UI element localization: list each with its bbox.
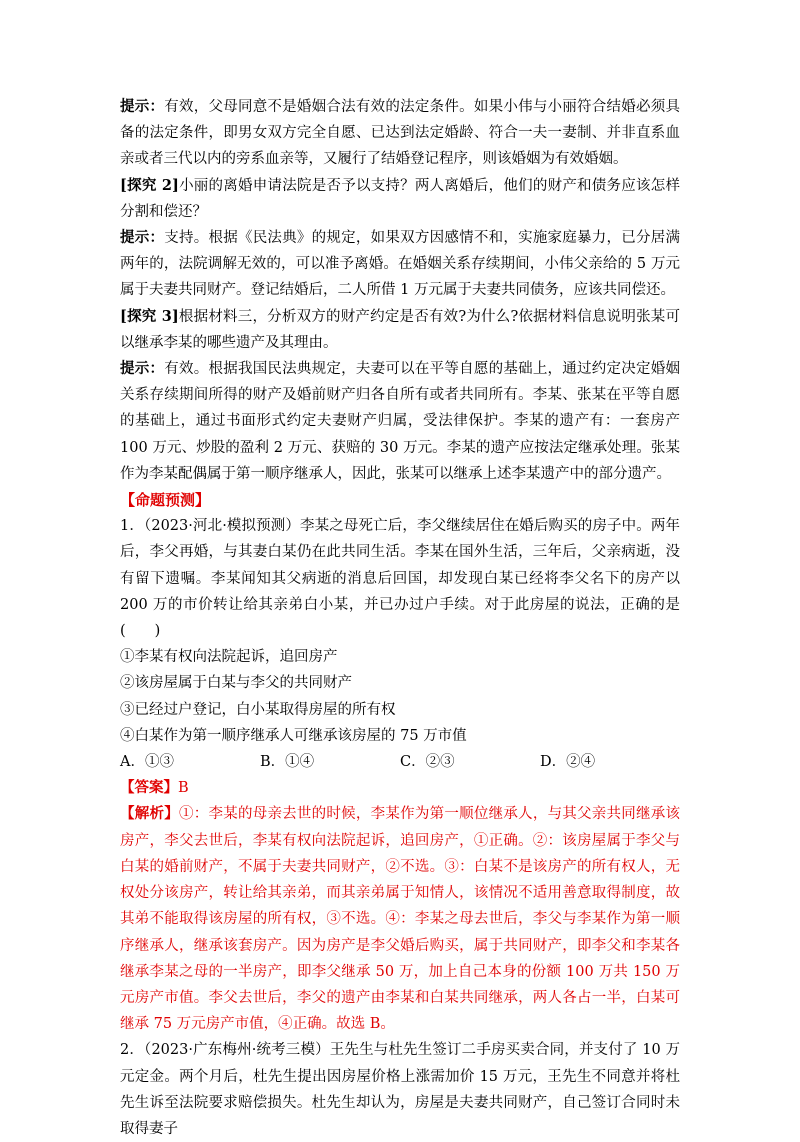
hint-label: 提示： xyxy=(120,360,165,378)
tansuo2-question xyxy=(120,173,680,225)
q2-number: 2． xyxy=(120,1042,145,1059)
option-c: C．②③ xyxy=(400,754,455,771)
option-d: D．②④ xyxy=(540,754,596,771)
analysis-text: ①：李某的母亲去世的时候，李某作为第一顺位继承人，与其父亲共同继承该房产，李父去世后，李某有权向法院起诉，追回房产，①正确。②：该房屋属于李父与白某的婚前财产，不属于夫妻共同财产，②不选。③：白某不是该房产的所有权人，无权处分该房产，转让给其亲弟，而其亲弟属于知情人，该情况不适用善意取得制度，故其弟不能取得该房屋的所有权，③不选。④：李某之母去世后，李父与李某作为第一顺序继承人，继承该套房产。因为房产是李父婚后购买，属于共同财产，即李父和李某各继承李某之母的一半房产，即李父继承 50 万，加上自己本身的份额 100 万共 150 万元房产市值。李父去世后，李父的遗产由李某和白某共同继承，两人各占一半，白某可继承 75 万元房产市值，④正确。故选 B。 xyxy=(120,806,681,1033)
q1-options xyxy=(120,749,680,775)
answer-value: B xyxy=(178,780,189,797)
q2-stem xyxy=(120,1037,680,1142)
tansuo2-hint xyxy=(120,225,680,304)
hint-label: 提示： xyxy=(120,98,165,115)
tansuo3-hint xyxy=(120,356,680,487)
tansuo1-hint xyxy=(120,94,680,173)
hint-text: 有效，父母同意不是婚姻合法有效的法定条件。如果小伟与小丽符合结婚必须具备的法定条件，即男女双方完全自愿、已达到法定婚龄、符合一夫一妻制、并非直系血亲或者三代以内的旁系血亲等，又履行了结婚登记程序，则该婚姻为有效婚姻。 xyxy=(120,99,681,168)
question-text: 根据材料三，分析双方的财产约定是否有效?为什么?依据材料信息说明张某可以继承李某的哪些遗产及其理由。 xyxy=(120,308,681,351)
tansuo3-question xyxy=(120,304,680,356)
q1-item: ②该房屋属于白某与李父的共同财产 xyxy=(120,675,352,692)
q1-answer xyxy=(120,775,680,801)
q2-source: （2023·广东梅州·统考三模） xyxy=(144,1042,330,1059)
document-page xyxy=(120,94,680,1142)
tansuo2-label: [探究 2] xyxy=(120,176,179,194)
question-text: 小丽的离婚申请法院是否予以支持？两人离婚后，他们的财产和债务应该怎样分割和偿还？ xyxy=(120,177,681,220)
q1-stem-text: 李某之母死亡后，李父继续居住在婚后购买的房子中。两年后，李父再婚，与其妻白某仍在此共同生活。李某在国外生活，三年后，父亲病逝，没有留下遗嘱。李某闻知其父病逝的消息后回国，却发现白某已经将李父名下的房产以 200 万的市价转让给其亲弟白小某，并已办过户手续。对于此房屋的说法，正确的是( ) xyxy=(120,518,680,640)
analysis-label: 【解析】 xyxy=(120,805,179,823)
q1-number: 1． xyxy=(120,518,144,535)
section-heading: 【命题预测】 xyxy=(120,491,211,510)
hint-text: 有效。根据我国民法典规定，夫妻可以在平等自愿的基础上，通过约定决定婚姻关系存续期间所得的财产及婚前财产归各自所有或者共同所有。李某、张某在平等自愿的基础上，通过书面形式约定夫妻财产归属，受法律保护。李某的遗产有：一套房产 100 万元、炒股的盈利 2 万元、获赔的 30 万元。李某的遗产应按法定继承处理。张某作为李某配偶属于第一顺序继承人，因此，张某可以继承上述李某遗产中的部分遗产。 xyxy=(120,361,681,482)
option-a: A．①③ xyxy=(120,754,174,771)
q1-source: （2023·河北·模拟预测） xyxy=(143,518,301,535)
q1-stem xyxy=(120,513,680,644)
q2-stem-text: 王先生与杜先生签订二手房买卖合同，并支付了 10 万元定金。两个月后，杜先生提出因房屋价格上涨需加价 15 万元，王先生不同意并将杜先生诉至法院要求赔偿损失。杜先生却认为，房屋是夫妻共同财产，自己签订合同时未取得妻子 xyxy=(120,1042,681,1137)
q1-analysis xyxy=(120,801,680,1037)
option-b: B．①④ xyxy=(260,754,315,771)
tansuo3-label: [探究 3] xyxy=(120,307,179,325)
q1-item: ③已经过户登记，白小某取得房屋的所有权 xyxy=(120,701,396,718)
q1-item: ④白某作为第一顺序继承人可继承该房屋的 75 万市值 xyxy=(120,727,467,744)
q1-item: ①李某有权向法院起诉，追回房产 xyxy=(120,649,338,666)
hint-label: 提示： xyxy=(120,229,165,247)
hint-text: 支持。根据《民法典》的规定，如果双方因感情不和，实施家庭暴力，已分居满两年的，法院调解无效的，可以准予离婚。在婚姻关系存续期间，小伟父亲给的 5 万元属于夫妻共同财产。登记结婚后，二人所借 1 万元属于夫妻共同债务，应该共同偿还。 xyxy=(120,230,681,299)
answer-label: 【答案】 xyxy=(120,779,178,797)
